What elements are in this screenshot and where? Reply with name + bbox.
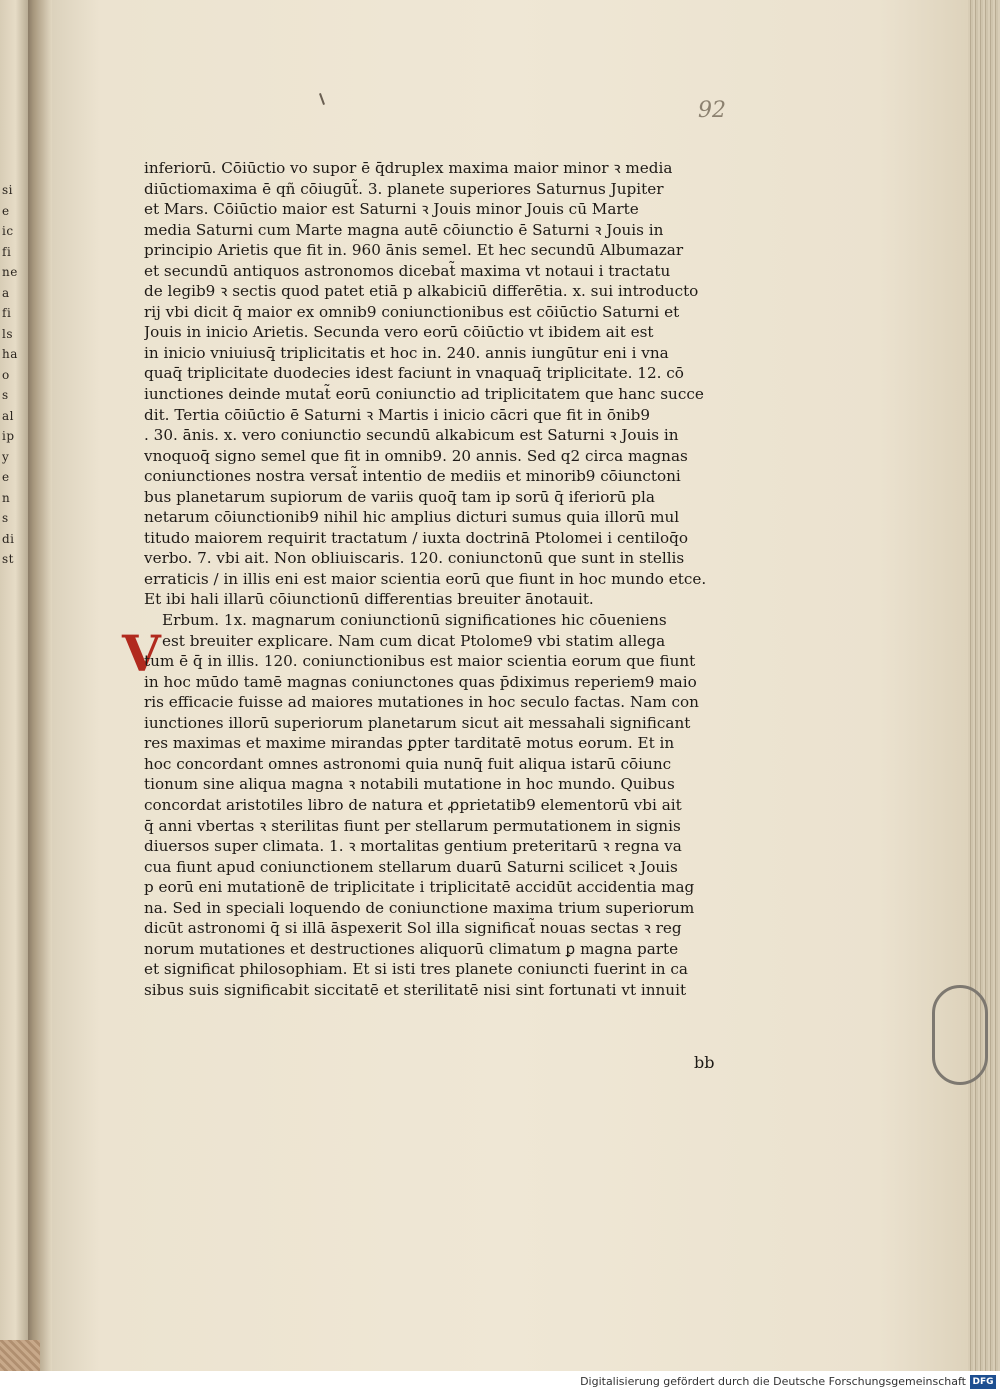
- text-line: vnoquoq̄ signo semel que fit in omnib9. 20 annis. Sed q2 circa magnas: [144, 446, 688, 465]
- text-line: tionum sine aliqua magna ꝛ notabili mutatione in hoc mundo. Quibus: [144, 775, 675, 794]
- footer-credit-bar: [0, 1371, 1000, 1393]
- left-page-fragment: ip: [2, 429, 15, 443]
- left-page-fragment: al: [2, 408, 14, 423]
- text-line: ris efficacie fuisse ad maiores mutationes in hoc seculo factas. Nam con: [144, 693, 699, 712]
- left-page-fragment: y: [2, 449, 10, 464]
- left-page-fragment: o: [2, 367, 10, 382]
- text-line: principio Arietis que fit in. 960 ānis semel. Et hec secundū Albumazar: [144, 241, 684, 260]
- binding-cloth: [0, 1340, 40, 1371]
- text-line: na. Sed in speciali loquendo de coniunctione maxima trium superiorum: [144, 898, 695, 917]
- text-line: tum ē q̄ in illis. 120. coniunctionibus est maior scientia eorum que fiunt: [144, 652, 696, 671]
- text-line: rij vbi dicit q̄ maior ex omnib9 coniunctionibus est cōiūctio Saturni et: [144, 302, 680, 321]
- left-page-fragment: e: [2, 470, 10, 484]
- left-page-fragment: ne: [2, 265, 18, 279]
- text-line: in hoc mūdo tamē magnas coniunctones quas p̄diximus reperiem9 maio: [144, 672, 697, 691]
- left-page-fragment: a: [2, 285, 10, 300]
- text-line: concordat aristotiles libro de natura et ꝓprietatib9 elementorū vbi ait: [144, 795, 682, 814]
- left-page-fragment: fi: [2, 306, 12, 320]
- left-page-fragment: si: [2, 183, 13, 197]
- folio-number: 92: [698, 98, 726, 123]
- text-line: coniunctiones nostra versat̃ intentio de mediis et minorib9 cōiunctoni: [144, 467, 681, 486]
- text-line: media Saturni cum Marte magna autē cōiunctio ē Saturni ꝛ Jouis in: [144, 220, 664, 239]
- drop-initial: V: [122, 624, 161, 683]
- text-line: in inicio vniuiusq̄ triplicitatis et hoc in. 240. annis iungūtur eni i vna: [144, 343, 669, 362]
- left-page-fragment: ls: [2, 326, 13, 341]
- text-line: dit. Tertia cōiūctio ē Saturni ꝛ Martis i inicio cācri que fit in ōnib9: [144, 405, 651, 424]
- text-line: diuersos super climata. 1. ꝛ mortalitas gentium preteritarū ꝛ regna va: [144, 837, 682, 856]
- dfg-logo-icon: DFG: [970, 1375, 996, 1389]
- text-line: netarum cōiunctionib9 nihil hic amplius dicturi sumus quia illorū mul: [144, 508, 680, 527]
- text-line: p eorū eni mutationē de triplicitate i triplicitatē accidūt accidentia mag: [144, 878, 695, 897]
- text-line: q̄ anni vbertas ꝛ sterilitas fiunt per stellarum permutationem in signis: [144, 816, 681, 835]
- left-page-fragment: ic: [2, 224, 14, 238]
- text-line: iunctiones deinde mutat̃ eorū coniunctio ad triplicitatem que hanc succe: [144, 385, 704, 404]
- left-page-fragment: s: [2, 388, 9, 402]
- text-line: inferiorū. Cōiūctio vo supor ē q̄druplex maxima maior minor ꝛ media: [144, 159, 673, 177]
- text-line: et secundū antiquos astronomos dicebat̃ maxima vt notaui i tractatu: [144, 261, 671, 280]
- text-line: res maximas et maxime mirandas ꝑpter tarditatē motus eorum. Et in: [144, 734, 675, 753]
- text-line: diūctiomaxima ē qñ cōiugūt̃. 3. planete superiores Saturnus Jupiter: [144, 179, 664, 198]
- text-line: cua fiunt apud coniunctionem stellarum duarū Saturni scilicet ꝛ Jouis: [144, 857, 678, 876]
- text-line: et Mars. Cōiūctio maior est Saturni ꝛ Jouis minor Jouis cū Marte: [144, 200, 639, 219]
- text-line: Erbum. 1x. magnarum coniunctionū significationes hic cōueniens: [162, 611, 667, 630]
- text-line: iunctiones illorū superiorum planetarum sicut ait messahali significant: [144, 713, 691, 732]
- left-page-fragment: s: [2, 511, 9, 525]
- page-clip: [932, 985, 988, 1085]
- text-line: verbo. 7. vbi ait. Non obliuiscaris. 120. coniunctonū que sunt in stellis: [144, 549, 685, 568]
- text-line: quaq̄ triplicitate duodecies idest faciunt in vnaquaq̄ triplicitate. 12. cō: [144, 364, 684, 383]
- left-page-fragment: n: [2, 490, 11, 505]
- left-page-fragment: di: [2, 531, 15, 546]
- incunable-text-block: [144, 158, 734, 1000]
- left-page-fragment: st: [2, 552, 14, 566]
- text-line: titudo maiorem requirit tractatum / iuxta doctrinā Ptolomei i centiloq̄o: [144, 528, 689, 547]
- left-page-fragment: e: [2, 203, 10, 218]
- text-line: bus planetarum supiorum de variis quoq̄ tam ip sorū q̄ iferiorū pla: [144, 487, 655, 506]
- text-line: erraticis / in illis eni est maior scientia eorū que fiunt in hoc mundo etce.: [144, 569, 707, 588]
- footer-credit-text: Digitalisierung gefördert durch die Deutsche Forschungsgemeinschaft: [580, 1375, 966, 1388]
- text-line: Jouis in inicio Arietis. Secunda vero eorū cōiūctio vt ibidem ait est: [144, 323, 654, 342]
- text-line: dicūt astronomi q̄ si illā āspexerit Sol illa significat̃ nouas sectas ꝛ reg: [144, 919, 682, 938]
- text-line: de legib9 ꝛ sectis quod patet etiā p alkabiciū differētia. x. sui introducto: [144, 282, 699, 301]
- text-line: Et ibi hali illarū cōiunctionū differentias breuiter ānotauit.: [144, 590, 594, 609]
- text-line: sibus suis significabit siccitatē et sterilitatē nisi sint fortunati vt innuit: [144, 980, 687, 999]
- text-line: . 30. ānis. x. vero coniunctio secundū alkabicum est Saturni ꝛ Jouis in: [144, 426, 679, 445]
- page-edges: [968, 0, 1000, 1371]
- left-page-text-fragments: [2, 180, 26, 570]
- text-line: est breuiter explicare. Nam cum dicat Ptolome9 vbi statim allega: [162, 631, 666, 650]
- signature-mark: bb: [694, 1053, 715, 1072]
- text-line: et significat philosophiam. Et si isti tres planete coniuncti fuerint in ca: [144, 960, 688, 979]
- left-facing-page: [0, 0, 28, 1345]
- left-page-fragment: ha: [2, 347, 18, 361]
- left-page-fragment: fi: [2, 244, 12, 259]
- text-line: hoc concordant omnes astronomi quia nunq̄ fuit aliqua istarū cōiunc: [144, 754, 672, 773]
- text-line: norum mutationes et destructiones aliquorū climatum ꝑ magna parte: [144, 939, 679, 958]
